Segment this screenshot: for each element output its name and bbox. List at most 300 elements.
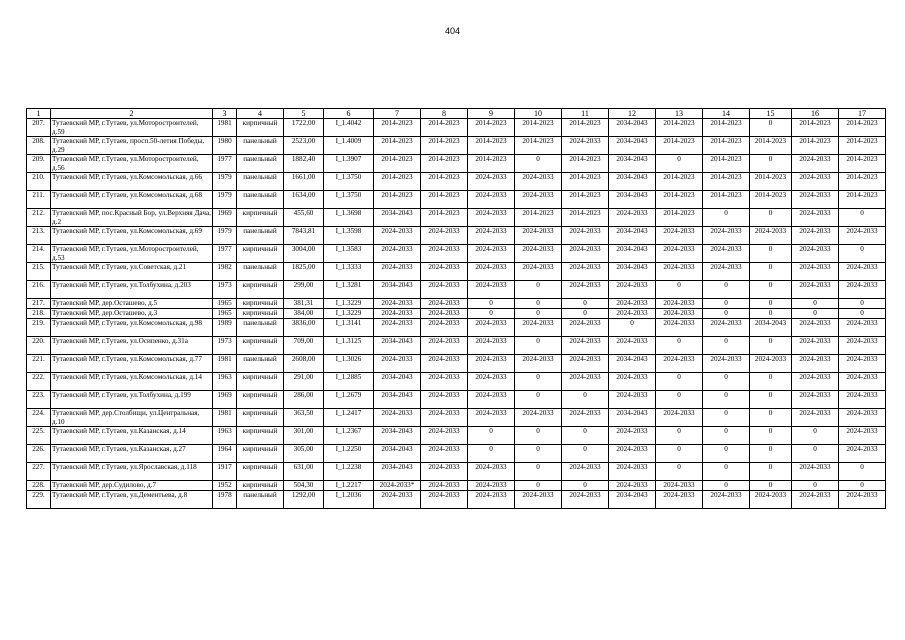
address-cell: Тутаевский МР, пос.Красный Бор, ул.Верхняя Дача, д.2	[52, 209, 211, 226]
material-cell: кирпичный	[237, 373, 284, 391]
work-period-cell: 2024-2033	[656, 491, 703, 509]
work-period-cell: 2024-2033	[374, 491, 421, 509]
code-cell: I_1.3141	[324, 319, 374, 337]
area-cell: 286,00	[284, 391, 324, 409]
work-period-cell: 0	[515, 281, 562, 299]
year-cell: 1981	[213, 409, 237, 427]
work-period-cell: 0	[750, 245, 792, 263]
work-period-cell: 2024-2033	[609, 427, 656, 445]
work-period-cell: 2034-2043	[609, 191, 656, 209]
work-period-cell: 0	[468, 427, 515, 445]
work-period-cell: 2034-2043	[609, 245, 656, 263]
code-cell: I_1.3698	[324, 209, 374, 227]
table-row	[27, 227, 886, 245]
address-cell: Тутаевский МР, г.Тутаев, ул.Моторостроителей, д.53	[51, 245, 213, 263]
work-period-cell: 0	[468, 445, 515, 463]
work-period-cell: 0	[750, 119, 792, 137]
work-period-cell: 0	[750, 337, 792, 355]
address-cell: Тутаевский МР, дер.Столбищи, ул.Центральная, д.10	[51, 409, 213, 427]
year-cell: 1969	[213, 391, 237, 409]
work-period-cell: 2024-2033	[421, 409, 468, 427]
work-period-cell: 2024-2033	[374, 309, 421, 319]
work-period-cell: 2024-2033	[839, 355, 886, 373]
address-cell: Тутаевский МР, г.Тутаев, ул.Моторостроителей, д.59	[51, 119, 213, 137]
material-cell: панельный	[237, 319, 284, 337]
work-period-cell: 0	[562, 427, 609, 445]
work-period-cell: 0	[750, 155, 792, 173]
work-period-cell: 2014-2023	[562, 119, 609, 137]
work-period-cell: 2034-2043	[374, 209, 421, 227]
work-period-cell: 2024-2033	[792, 227, 839, 245]
row-number: 224.	[27, 409, 51, 427]
work-period-cell: 2024-2033	[468, 337, 515, 355]
work-period-cell: 2014-2023	[656, 119, 703, 137]
work-period-cell: 2024-2033*	[374, 481, 421, 491]
column-header: 1	[27, 109, 51, 119]
material-cell: кирпичный	[237, 337, 284, 355]
work-period-cell: 0	[750, 445, 792, 463]
year-cell: 1963	[213, 427, 237, 445]
year-cell: 1963	[213, 373, 237, 391]
work-period-cell: 2014-2023	[792, 137, 839, 155]
work-period-cell: 2024-2033	[421, 245, 468, 263]
code-cell: I_1.2238	[324, 463, 374, 481]
table-row	[27, 173, 886, 191]
work-period-cell: 2024-2033	[515, 191, 562, 209]
material-cell: кирпичный	[237, 445, 284, 463]
work-period-cell: 2024-2033	[792, 263, 839, 281]
work-period-cell: 2024-2033	[792, 409, 839, 427]
table-row	[27, 481, 886, 491]
work-period-cell: 2024-2033	[703, 319, 750, 337]
column-header: 9	[468, 109, 515, 119]
work-period-cell: 0	[656, 155, 703, 173]
work-period-cell: 2024-2033	[562, 137, 609, 155]
work-period-cell: 0	[839, 481, 886, 491]
work-period-cell: 2024-2033	[515, 355, 562, 373]
work-period-cell: 2024-2033	[468, 191, 515, 209]
work-period-cell: 0	[656, 337, 703, 355]
work-period-cell: 2024-2033	[792, 245, 839, 263]
work-period-cell: 2014-2023	[703, 173, 750, 191]
column-header: 7	[374, 109, 421, 119]
work-period-cell: 2034-2043	[609, 263, 656, 281]
row-number: 209.	[27, 155, 51, 173]
material-cell: панельный	[237, 227, 284, 245]
row-number: 220.	[27, 337, 51, 355]
year-cell: 1981	[213, 355, 237, 373]
work-period-cell: 2034-2043	[609, 409, 656, 427]
work-period-cell: 2024-2033	[792, 491, 839, 509]
table-row	[27, 445, 886, 463]
work-period-cell: 2024-2033	[839, 427, 886, 445]
work-period-cell: 2024-2033	[792, 209, 839, 227]
address-cell: Тутаевский МР, г.Тутаев, ул.Комсомольская, д.77	[51, 355, 213, 373]
work-period-cell: 2024-2033	[609, 391, 656, 409]
material-cell: кирпичный	[237, 309, 284, 319]
address-cell: Тутаевский МР, г.Тутаев, ул.Комсомольская, д.14	[51, 373, 213, 391]
row-number: 207.	[27, 119, 51, 137]
year-cell: 1978	[213, 491, 237, 509]
work-period-cell: 2024-2033	[421, 281, 468, 299]
address-cell: Тутаевский МР, г.Тутаев, ул.Моторостроителей, д.56	[51, 155, 213, 173]
work-period-cell: 0	[750, 299, 792, 309]
work-period-cell: 2024-2033	[421, 445, 468, 463]
work-period-cell: 0	[750, 409, 792, 427]
code-cell: I_1.3229	[324, 309, 374, 319]
work-period-cell: 0	[750, 427, 792, 445]
work-period-cell: 2024-2033	[609, 209, 656, 227]
work-period-cell: 2014-2023	[421, 155, 468, 173]
material-cell: кирпичный	[237, 481, 284, 491]
work-period-cell: 2024-2033	[468, 281, 515, 299]
year-cell: 1982	[213, 263, 237, 281]
work-period-cell: 0	[515, 309, 562, 319]
work-period-cell: 2024-2033	[421, 309, 468, 319]
area-cell: 299,00	[284, 281, 324, 299]
table-row	[27, 137, 886, 155]
work-period-cell: 2034-2043	[609, 227, 656, 245]
work-period-cell: 2024-2033	[703, 245, 750, 263]
work-period-cell: 0	[792, 309, 839, 319]
work-period-cell: 2024-2033	[609, 337, 656, 355]
work-period-cell: 2024-2033	[468, 481, 515, 491]
code-cell: I_1.3750	[324, 173, 374, 191]
work-period-cell: 0	[656, 463, 703, 481]
table-row	[27, 309, 886, 319]
table-row	[27, 209, 886, 227]
work-period-cell: 0	[515, 463, 562, 481]
work-period-cell: 2014-2023	[656, 173, 703, 191]
code-cell: I_1.2217	[324, 481, 374, 491]
work-period-cell: 0	[703, 427, 750, 445]
work-period-cell: 2024-2033	[792, 191, 839, 209]
area-cell: 305,00	[284, 445, 324, 463]
work-period-cell: 2024-2033	[468, 409, 515, 427]
work-period-cell: 2024-2033	[703, 355, 750, 373]
area-cell: 3836,00	[284, 319, 324, 337]
work-period-cell: 2024-2033	[374, 319, 421, 337]
material-cell: панельный	[237, 355, 284, 373]
work-period-cell: 2024-2033	[792, 355, 839, 373]
work-period-cell: 2014-2023	[750, 137, 792, 155]
work-period-cell: 2024-2033	[656, 309, 703, 319]
table-row	[27, 155, 886, 173]
work-period-cell: 2024-2033	[656, 245, 703, 263]
work-period-cell: 2024-2033	[515, 263, 562, 281]
work-period-cell: 2024-2033	[468, 319, 515, 337]
work-period-cell: 0	[703, 445, 750, 463]
year-cell: 1969	[213, 209, 237, 227]
table-row	[27, 263, 886, 281]
material-cell: кирпичный	[237, 209, 284, 227]
column-header: 10	[515, 109, 562, 119]
column-header: 4	[237, 109, 284, 119]
work-period-cell: 2024-2033	[792, 155, 839, 173]
work-period-cell: 0	[703, 409, 750, 427]
work-period-cell: 2024-2033	[562, 463, 609, 481]
work-period-cell: 2014-2023	[839, 173, 886, 191]
area-cell: 709,00	[284, 337, 324, 355]
row-number: 226.	[27, 445, 51, 463]
row-number: 211.	[27, 191, 51, 209]
address-cell: Тутаевский МР, г.Тутаев, ул.Казанская, д.14	[51, 427, 213, 445]
row-number: 218.	[27, 309, 51, 319]
work-period-cell: 2024-2033	[839, 281, 886, 299]
row-number: 221.	[27, 355, 51, 373]
page-number: 404	[444, 26, 461, 36]
work-period-cell: 0	[515, 155, 562, 173]
column-header: 17	[839, 109, 886, 119]
year-cell: 1973	[213, 281, 237, 299]
work-period-cell: 2014-2023	[562, 209, 609, 227]
work-period-cell: 2024-2033	[839, 227, 886, 245]
work-period-cell: 2034-2043	[609, 491, 656, 509]
work-period-cell: 2024-2033	[468, 209, 515, 227]
material-cell: кирпичный	[237, 281, 284, 299]
work-period-cell: 2034-2043	[374, 281, 421, 299]
row-number: 229.	[27, 491, 51, 509]
work-period-cell: 2024-2033	[656, 355, 703, 373]
address-cell: Тутаевский МР, г.Тутаев, ул.Комсомольская, д.66	[51, 173, 213, 191]
work-period-cell: 2024-2033	[839, 445, 886, 463]
work-period-cell: 0	[750, 481, 792, 491]
code-cell: I_1.3281	[324, 281, 374, 299]
material-cell: кирпичный	[237, 409, 284, 427]
column-header: 14	[703, 109, 750, 119]
work-period-cell: 2034-2043	[609, 173, 656, 191]
column-header: 13	[656, 109, 703, 119]
work-period-cell: 0	[703, 373, 750, 391]
year-cell: 1977	[213, 155, 237, 173]
column-header: 5	[284, 109, 324, 119]
work-period-cell: 2024-2033	[609, 299, 656, 309]
work-period-cell: 2014-2023	[421, 119, 468, 137]
table-row	[27, 191, 886, 209]
work-period-cell: 2024-2033	[656, 299, 703, 309]
work-period-cell: 2014-2023	[656, 137, 703, 155]
work-period-cell: 2014-2023	[374, 173, 421, 191]
work-period-cell: 0	[750, 373, 792, 391]
area-cell: 2523,00	[284, 137, 324, 155]
work-period-cell: 2024-2033	[839, 491, 886, 509]
area-cell: 1292,00	[284, 491, 324, 509]
work-period-cell: 2014-2023	[703, 119, 750, 137]
work-period-cell: 0	[656, 373, 703, 391]
column-header: 12	[609, 109, 656, 119]
work-period-cell: 2014-2023	[562, 155, 609, 173]
address-cell: Тутаевский МР, г.Тутаев, ул.Казанская, д.27	[51, 445, 213, 463]
work-period-cell: 2024-2033	[750, 355, 792, 373]
work-period-cell: 2024-2033	[792, 373, 839, 391]
work-period-cell: 0	[468, 299, 515, 309]
work-period-cell: 2024-2033	[421, 481, 468, 491]
material-cell: кирпичный	[237, 427, 284, 445]
work-period-cell: 0	[515, 427, 562, 445]
work-period-cell: 2024-2033	[515, 245, 562, 263]
work-period-cell: 2024-2033	[839, 263, 886, 281]
work-period-cell: 0	[703, 299, 750, 309]
code-cell: I_1.3125	[324, 337, 374, 355]
work-period-cell: 2014-2023	[562, 191, 609, 209]
table-row	[27, 245, 886, 263]
work-period-cell: 2024-2033	[421, 463, 468, 481]
work-period-cell: 2024-2033	[609, 309, 656, 319]
area-cell: 1634,00	[284, 191, 324, 209]
row-number: 214.	[27, 245, 51, 263]
row-number: 216.	[27, 281, 51, 299]
work-period-cell: 2014-2023	[839, 137, 886, 155]
address-cell: Тутаевский МР, г.Тутаев, ул.Дементьева, д.8	[51, 491, 213, 509]
year-cell: 1981	[213, 119, 237, 137]
code-cell: I_1.2417	[324, 409, 374, 427]
work-period-cell: 2034-2043	[609, 155, 656, 173]
work-period-cell: 2014-2023	[468, 119, 515, 137]
code-cell: I_1.3333	[324, 263, 374, 281]
work-period-cell: 2024-2033	[562, 337, 609, 355]
code-cell: I_1.3907	[324, 155, 374, 173]
work-period-cell: 2024-2033	[656, 481, 703, 491]
work-period-cell: 2024-2033	[468, 355, 515, 373]
work-period-cell: 2024-2033	[421, 355, 468, 373]
work-period-cell: 2014-2023	[468, 137, 515, 155]
work-period-cell: 2034-2043	[374, 391, 421, 409]
row-number: 227.	[27, 463, 51, 481]
table-row	[27, 355, 886, 373]
work-period-cell: 2024-2033	[421, 373, 468, 391]
work-period-cell: 0	[703, 209, 750, 227]
work-period-cell: 2024-2033	[421, 319, 468, 337]
work-period-cell: 2024-2033	[609, 281, 656, 299]
row-number: 210.	[27, 173, 51, 191]
year-cell: 1973	[213, 337, 237, 355]
work-period-cell: 0	[703, 281, 750, 299]
work-period-cell: 2024-2033	[468, 173, 515, 191]
material-cell: панельный	[237, 155, 284, 173]
address-cell: Тутаевский МР, г.Тутаев, ул.Толбухина, д.199	[51, 391, 213, 409]
work-period-cell: 2034-2043	[374, 463, 421, 481]
work-period-cell: 0	[515, 481, 562, 491]
column-header: 15	[750, 109, 792, 119]
work-period-cell: 2014-2023	[656, 209, 703, 227]
row-number: 222.	[27, 373, 51, 391]
work-period-cell: 2024-2033	[421, 299, 468, 309]
work-period-cell: 2024-2033	[703, 227, 750, 245]
work-period-cell: 2034-2043	[750, 319, 792, 337]
table-row	[27, 281, 886, 299]
work-period-cell: 0	[656, 391, 703, 409]
work-period-cell: 0	[515, 391, 562, 409]
area-cell: 1722,00	[284, 119, 324, 137]
work-period-cell: 2024-2033	[421, 391, 468, 409]
work-period-cell: 0	[703, 481, 750, 491]
work-period-cell: 2034-2043	[374, 445, 421, 463]
area-cell: 301,00	[284, 427, 324, 445]
row-number: 213.	[27, 227, 51, 245]
work-period-cell: 2024-2033	[609, 445, 656, 463]
year-cell: 1989	[213, 319, 237, 337]
material-cell: панельный	[237, 263, 284, 281]
table-row	[27, 427, 886, 445]
address-cell: Тутаевский МР, г.Тутаев, просп.50-летия Победы, д.29	[51, 137, 213, 155]
work-period-cell: 2024-2033	[374, 245, 421, 263]
work-period-cell: 2024-2033	[839, 409, 886, 427]
column-header: 3	[213, 109, 237, 119]
work-period-cell: 0	[750, 309, 792, 319]
work-period-cell: 0	[839, 209, 886, 227]
work-period-cell: 2024-2033	[750, 227, 792, 245]
area-cell: 384,00	[284, 309, 324, 319]
work-period-cell: 2014-2023	[839, 191, 886, 209]
work-period-cell: 2024-2033	[839, 337, 886, 355]
row-number: 212.	[27, 209, 51, 227]
column-header: 8	[421, 109, 468, 119]
work-period-cell: 2024-2033	[792, 319, 839, 337]
year-cell: 1964	[213, 445, 237, 463]
work-period-cell: 2024-2033	[839, 391, 886, 409]
work-period-cell: 2014-2023	[562, 173, 609, 191]
code-cell: I_1.4009	[324, 137, 374, 155]
material-cell: кирпичный	[237, 119, 284, 137]
work-period-cell: 2024-2033	[703, 263, 750, 281]
code-cell: I_1.4042	[324, 119, 374, 137]
address-cell: Тутаевский МР, г.Тутаев, ул.Комсомольская, д.68	[51, 191, 213, 209]
code-cell: I_1.3026	[324, 355, 374, 373]
work-period-cell: 2014-2023	[374, 119, 421, 137]
work-period-cell: 2024-2033	[468, 391, 515, 409]
work-period-cell: 0	[750, 463, 792, 481]
work-period-cell: 2024-2033	[515, 319, 562, 337]
work-period-cell: 2024-2033	[656, 409, 703, 427]
table-row	[27, 391, 886, 409]
work-period-cell: 2014-2023	[703, 137, 750, 155]
row-number: 223.	[27, 391, 51, 409]
work-period-cell: 2024-2033	[374, 299, 421, 309]
work-period-cell: 0	[656, 427, 703, 445]
column-header: 16	[792, 109, 839, 119]
work-period-cell: 2014-2023	[515, 119, 562, 137]
code-cell: I_1.3229	[324, 299, 374, 309]
area-cell: 2608,00	[284, 355, 324, 373]
material-cell: панельный	[237, 191, 284, 209]
column-header: 6	[324, 109, 374, 119]
year-cell: 1979	[213, 227, 237, 245]
work-period-cell: 2014-2023	[515, 209, 562, 227]
year-cell: 1965	[213, 299, 237, 309]
area-cell: 291,00	[284, 373, 324, 391]
address-cell: Тутаевский МР, дер.Судилово, д.7	[51, 481, 213, 491]
work-period-cell: 0	[703, 309, 750, 319]
work-period-cell: 2024-2033	[609, 373, 656, 391]
code-cell: I_1.3583	[324, 245, 374, 263]
work-period-cell: 2014-2023	[839, 155, 886, 173]
work-period-cell: 2024-2033	[750, 491, 792, 509]
row-number: 225.	[27, 427, 51, 445]
table-row	[27, 337, 886, 355]
work-period-cell: 2014-2023	[468, 155, 515, 173]
work-period-cell: 2024-2033	[562, 355, 609, 373]
work-period-cell: 2024-2033	[656, 227, 703, 245]
address-cell: Тутаевский МР, г.Тутаев, ул.Ярославская, д.118	[51, 463, 213, 481]
work-period-cell: 2014-2023	[374, 137, 421, 155]
work-period-cell: 2034-2043	[374, 373, 421, 391]
address-cell: Тутаевский МР, г.Тутаев, ул.Советская, д.21	[51, 263, 213, 281]
work-period-cell: 0	[839, 463, 886, 481]
work-period-cell: 2024-2033	[421, 227, 468, 245]
work-period-cell: 2024-2033	[839, 319, 886, 337]
work-period-cell: 2024-2033	[562, 245, 609, 263]
work-period-cell: 2024-2033	[421, 427, 468, 445]
